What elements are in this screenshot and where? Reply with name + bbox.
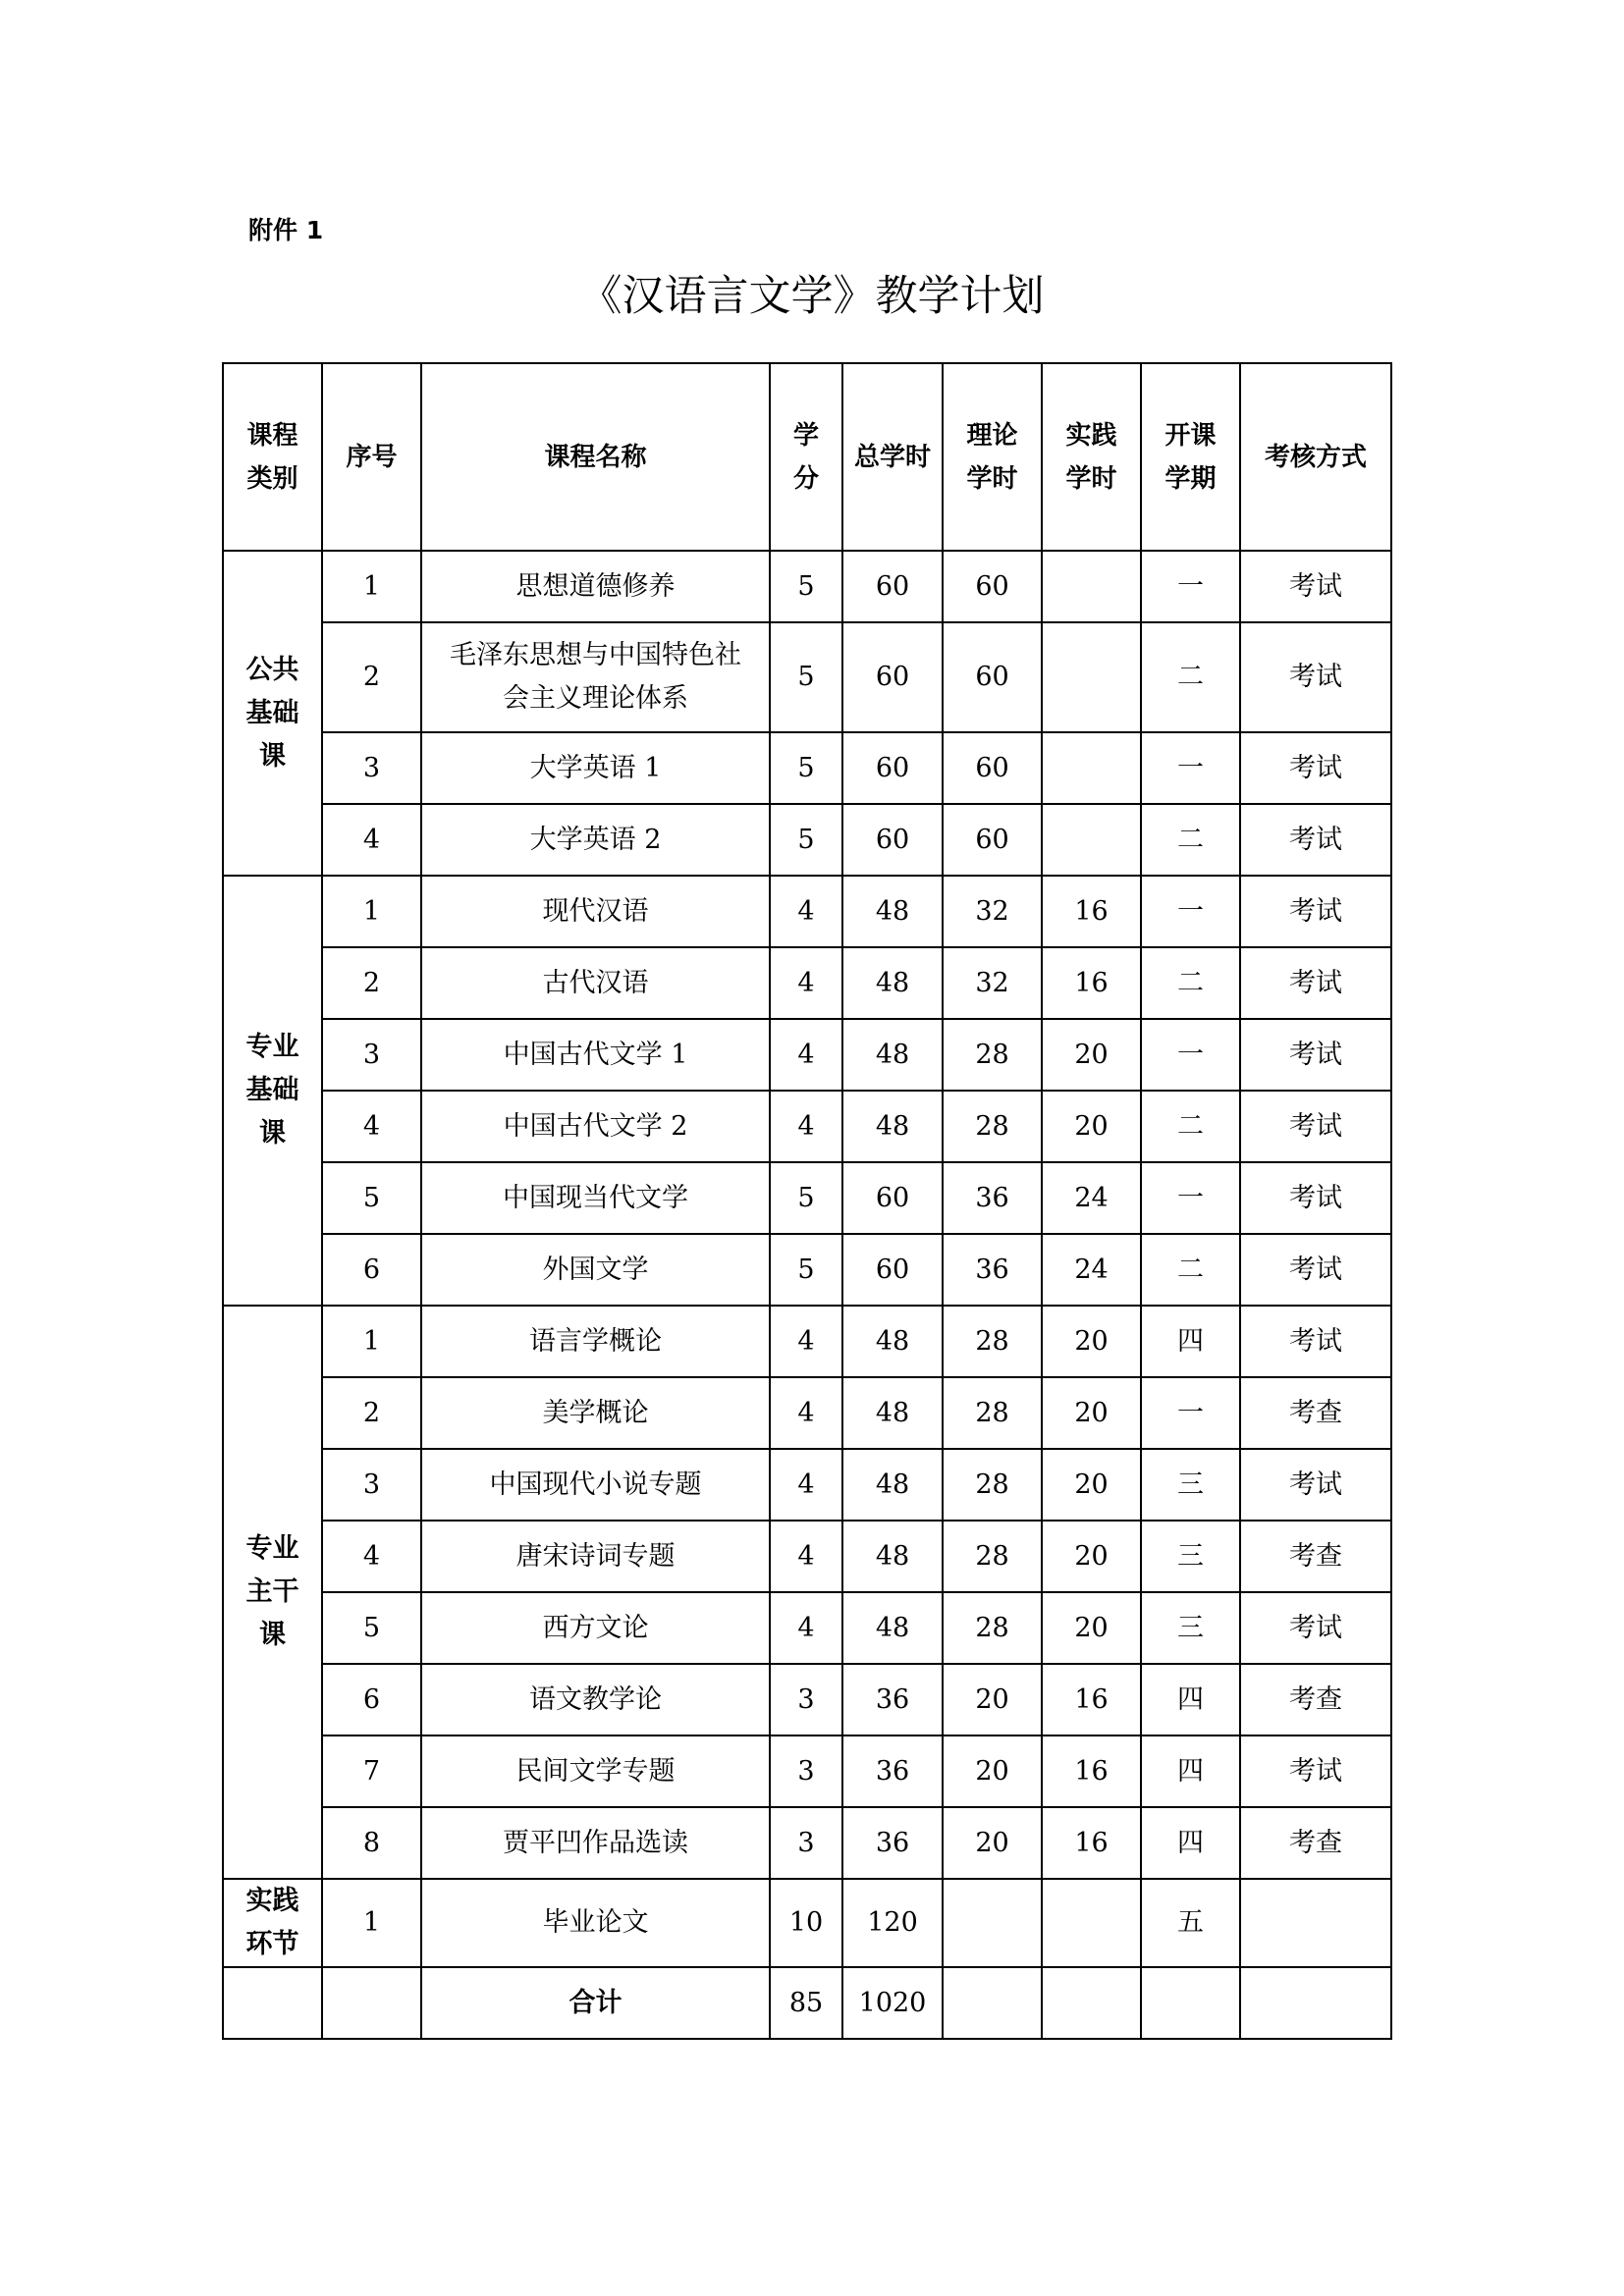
course-name-cell: 中国现当代文学 [421, 1162, 770, 1234]
semester-cell: 四 [1141, 1664, 1240, 1735]
semester-cell: 一 [1141, 732, 1240, 804]
category-label: 公共基础课 [245, 654, 299, 772]
header-theory-text: 理论学时 [966, 420, 1018, 494]
table-row [223, 804, 1391, 876]
credit-cell: 4 [770, 1091, 842, 1162]
header-assessment: 考核方式 [1240, 363, 1391, 551]
seq-cell: 4 [322, 1521, 421, 1592]
table-row [223, 1807, 1391, 1879]
semester-cell: 二 [1141, 804, 1240, 876]
header-credit [770, 363, 842, 551]
credit-cell: 3 [770, 1807, 842, 1879]
total-hours-cell: 36 [842, 1807, 943, 1879]
seq-cell: 3 [322, 1449, 421, 1521]
assessment-cell: 考试 [1240, 1234, 1391, 1306]
seq-cell: 8 [322, 1807, 421, 1879]
table-row [223, 1879, 1391, 1967]
total-hours-cell: 48 [842, 1449, 943, 1521]
semester-cell: 四 [1141, 1306, 1240, 1377]
total-hours-cell: 60 [842, 1234, 943, 1306]
assessment-cell: 考试 [1240, 732, 1391, 804]
table-row [223, 1449, 1391, 1521]
semester-cell: 三 [1141, 1592, 1240, 1664]
header-practice-text: 实践学时 [1065, 420, 1117, 494]
theory-hours-cell: 28 [943, 1019, 1042, 1091]
seq-cell: 1 [322, 1879, 421, 1967]
practice-hours-cell: 20 [1042, 1306, 1141, 1377]
table-row [223, 1162, 1391, 1234]
seq-cell: 4 [322, 1091, 421, 1162]
seq-cell: 2 [322, 947, 421, 1019]
credit-cell: 4 [770, 1306, 842, 1377]
category-cell [223, 876, 322, 1306]
semester-cell: 三 [1141, 1449, 1240, 1521]
practice-hours-cell: 16 [1042, 1735, 1141, 1807]
seq-cell: 1 [322, 551, 421, 622]
seq-cell: 3 [322, 1019, 421, 1091]
total-hours-cell: 120 [842, 1879, 943, 1967]
header-row [223, 363, 1391, 551]
semester-cell: 四 [1141, 1735, 1240, 1807]
theory-hours-cell: 28 [943, 1306, 1042, 1377]
course-name-cell: 毛泽东思想与中国特色社会主义理论体系 [421, 622, 770, 732]
practice-hours-cell: 24 [1042, 1162, 1141, 1234]
total-hours-cell: 48 [842, 1091, 943, 1162]
header-credit-text: 学分 [792, 420, 819, 494]
semester-cell: 一 [1141, 1019, 1240, 1091]
practice-hours-cell: 20 [1042, 1019, 1141, 1091]
semester-cell: 二 [1141, 1234, 1240, 1306]
table-row [223, 1664, 1391, 1735]
table-row [223, 1091, 1391, 1162]
course-name-cell: 中国古代文学 2 [421, 1091, 770, 1162]
total-hours-cell: 48 [842, 876, 943, 947]
practice-hours-cell: 20 [1042, 1521, 1141, 1592]
theory-hours-cell: 32 [943, 876, 1042, 947]
semester-cell: 四 [1141, 1807, 1240, 1879]
course-name-cell: 大学英语 1 [421, 732, 770, 804]
header-theory-hours [943, 363, 1042, 551]
total-label: 合计 [421, 1967, 770, 2039]
assessment-cell: 考查 [1240, 1807, 1391, 1879]
seq-cell: 4 [322, 804, 421, 876]
credit-cell: 5 [770, 622, 842, 732]
total-hours-cell: 60 [842, 551, 943, 622]
course-name-cell: 大学英语 2 [421, 804, 770, 876]
theory-hours-cell: 20 [943, 1664, 1042, 1735]
table-row [223, 732, 1391, 804]
total-empty-theory [943, 1967, 1042, 2039]
assessment-cell: 考试 [1240, 551, 1391, 622]
semester-cell: 二 [1141, 622, 1240, 732]
total-hours-cell: 48 [842, 1306, 943, 1377]
assessment-cell [1240, 1879, 1391, 1967]
category-cell [223, 1879, 322, 1967]
seq-cell: 2 [322, 622, 421, 732]
category-label: 专业主干课 [245, 1533, 299, 1650]
theory-hours-cell: 60 [943, 732, 1042, 804]
category-label: 专业基础课 [245, 1032, 299, 1148]
table-row [223, 947, 1391, 1019]
semester-cell: 二 [1141, 947, 1240, 1019]
course-name-cell: 中国现代小说专题 [421, 1449, 770, 1521]
course-name-cell: 现代汉语 [421, 876, 770, 947]
course-name-cell: 民间文学专题 [421, 1735, 770, 1807]
header-practice-hours [1042, 363, 1141, 551]
table-row [223, 1019, 1391, 1091]
practice-hours-cell [1042, 551, 1141, 622]
attachment-label: 附件 1 [248, 216, 324, 244]
semester-cell: 一 [1141, 1162, 1240, 1234]
course-name-cell: 古代汉语 [421, 947, 770, 1019]
total-hours-cell: 36 [842, 1664, 943, 1735]
course-name-cell: 美学概论 [421, 1377, 770, 1449]
practice-hours-cell: 20 [1042, 1091, 1141, 1162]
credit-cell: 5 [770, 551, 842, 622]
total-hours-cell: 36 [842, 1735, 943, 1807]
theory-hours-cell [943, 1879, 1042, 1967]
page-title: 《汉语言文学》教学计划 [579, 272, 1045, 321]
assessment-cell: 考试 [1240, 947, 1391, 1019]
assessment-cell: 考试 [1240, 1592, 1391, 1664]
total-empty-practice [1042, 1967, 1141, 2039]
theory-hours-cell: 28 [943, 1377, 1042, 1449]
total-hours-cell: 48 [842, 1377, 943, 1449]
seq-cell: 2 [322, 1377, 421, 1449]
course-name-cell: 语文教学论 [421, 1664, 770, 1735]
practice-hours-cell [1042, 804, 1141, 876]
course-name-cell: 中国古代文学 1 [421, 1019, 770, 1091]
total-hours-cell: 48 [842, 1019, 943, 1091]
credit-cell: 4 [770, 1592, 842, 1664]
semester-cell: 三 [1141, 1521, 1240, 1592]
theory-hours-cell: 28 [943, 1521, 1042, 1592]
credit-cell: 5 [770, 732, 842, 804]
practice-hours-cell: 20 [1042, 1377, 1141, 1449]
practice-hours-cell: 16 [1042, 947, 1141, 1019]
credit-cell: 4 [770, 1521, 842, 1592]
total-empty-assessment [1240, 1967, 1391, 2039]
assessment-cell: 考试 [1240, 622, 1391, 732]
header-seq: 序号 [322, 363, 421, 551]
total-hours-cell: 48 [842, 947, 943, 1019]
total-hours-cell: 60 [842, 732, 943, 804]
teaching-plan-table [222, 362, 1392, 2040]
practice-hours-cell: 16 [1042, 1664, 1141, 1735]
total-row [223, 1967, 1391, 2039]
practice-hours-cell [1042, 732, 1141, 804]
practice-hours-cell: 20 [1042, 1449, 1141, 1521]
theory-hours-cell: 28 [943, 1592, 1042, 1664]
semester-cell: 一 [1141, 551, 1240, 622]
assessment-cell: 考试 [1240, 1162, 1391, 1234]
practice-hours-cell [1042, 1879, 1141, 1967]
practice-hours-cell: 20 [1042, 1592, 1141, 1664]
credit-cell: 4 [770, 947, 842, 1019]
semester-cell: 一 [1141, 1377, 1240, 1449]
assessment-cell: 考试 [1240, 804, 1391, 876]
category-cell [223, 551, 322, 876]
header-semester [1141, 363, 1240, 551]
theory-hours-cell: 60 [943, 551, 1042, 622]
total-empty-semester [1141, 1967, 1240, 2039]
total-empty-category [223, 1967, 322, 2039]
semester-cell: 一 [1141, 876, 1240, 947]
practice-hours-cell: 24 [1042, 1234, 1141, 1306]
credit-cell: 3 [770, 1664, 842, 1735]
assessment-cell: 考试 [1240, 876, 1391, 947]
total-hours: 1020 [842, 1967, 943, 2039]
course-name-cell: 贾平凹作品选读 [421, 1807, 770, 1879]
seq-cell: 1 [322, 1306, 421, 1377]
assessment-cell: 考试 [1240, 1019, 1391, 1091]
course-name-cell: 唐宋诗词专题 [421, 1521, 770, 1592]
table-row [223, 876, 1391, 947]
credit-cell: 4 [770, 1019, 842, 1091]
practice-hours-cell [1042, 622, 1141, 732]
header-category [223, 363, 322, 551]
header-category-text: 课程类别 [246, 420, 298, 494]
credit-cell: 3 [770, 1735, 842, 1807]
theory-hours-cell: 60 [943, 804, 1042, 876]
credit-cell: 4 [770, 876, 842, 947]
header-total-hours: 总学时 [842, 363, 943, 551]
total-empty-seq [322, 1967, 421, 2039]
table-row [223, 1521, 1391, 1592]
total-hours-cell: 60 [842, 622, 943, 732]
assessment-cell: 考试 [1240, 1091, 1391, 1162]
theory-hours-cell: 36 [943, 1234, 1042, 1306]
theory-hours-cell: 20 [943, 1735, 1042, 1807]
assessment-cell: 考查 [1240, 1664, 1391, 1735]
assessment-cell: 考试 [1240, 1306, 1391, 1377]
theory-hours-cell: 32 [943, 947, 1042, 1019]
seq-cell: 5 [322, 1162, 421, 1234]
seq-cell: 1 [322, 876, 421, 947]
header-semester-text: 开课学期 [1164, 420, 1217, 494]
total-hours-cell: 60 [842, 804, 943, 876]
practice-hours-cell: 16 [1042, 876, 1141, 947]
seq-cell: 3 [322, 732, 421, 804]
table-row [223, 551, 1391, 622]
table-row [223, 1377, 1391, 1449]
practice-hours-cell: 16 [1042, 1807, 1141, 1879]
header-name: 课程名称 [421, 363, 770, 551]
course-name-cell: 外国文学 [421, 1234, 770, 1306]
credit-cell: 4 [770, 1449, 842, 1521]
seq-cell: 7 [322, 1735, 421, 1807]
assessment-cell: 考试 [1240, 1449, 1391, 1521]
assessment-cell: 考试 [1240, 1735, 1391, 1807]
category-cell [223, 1306, 322, 1879]
total-hours-cell: 48 [842, 1521, 943, 1592]
course-name-cell: 毕业论文 [421, 1879, 770, 1967]
semester-cell: 五 [1141, 1879, 1240, 1967]
theory-hours-cell: 28 [943, 1449, 1042, 1521]
total-hours-cell: 60 [842, 1162, 943, 1234]
semester-cell: 二 [1141, 1091, 1240, 1162]
table-row [223, 622, 1391, 732]
assessment-cell: 考查 [1240, 1377, 1391, 1449]
credit-cell: 10 [770, 1879, 842, 1967]
seq-cell: 6 [322, 1664, 421, 1735]
theory-hours-cell: 36 [943, 1162, 1042, 1234]
theory-hours-cell: 20 [943, 1807, 1042, 1879]
total-credit: 85 [770, 1967, 842, 2039]
table-row [223, 1592, 1391, 1664]
category-label: 实践环节 [245, 1886, 299, 1959]
credit-cell: 5 [770, 804, 842, 876]
table-row [223, 1234, 1391, 1306]
credit-cell: 5 [770, 1234, 842, 1306]
assessment-cell: 考查 [1240, 1521, 1391, 1592]
course-name-cell: 西方文论 [421, 1592, 770, 1664]
theory-hours-cell: 60 [943, 622, 1042, 732]
theory-hours-cell: 28 [943, 1091, 1042, 1162]
credit-cell: 4 [770, 1377, 842, 1449]
seq-cell: 5 [322, 1592, 421, 1664]
seq-cell: 6 [322, 1234, 421, 1306]
total-hours-cell: 48 [842, 1592, 943, 1664]
credit-cell: 5 [770, 1162, 842, 1234]
table-row [223, 1735, 1391, 1807]
table-row [223, 1306, 1391, 1377]
course-name-cell: 思想道德修养 [421, 551, 770, 622]
course-name-cell: 语言学概论 [421, 1306, 770, 1377]
